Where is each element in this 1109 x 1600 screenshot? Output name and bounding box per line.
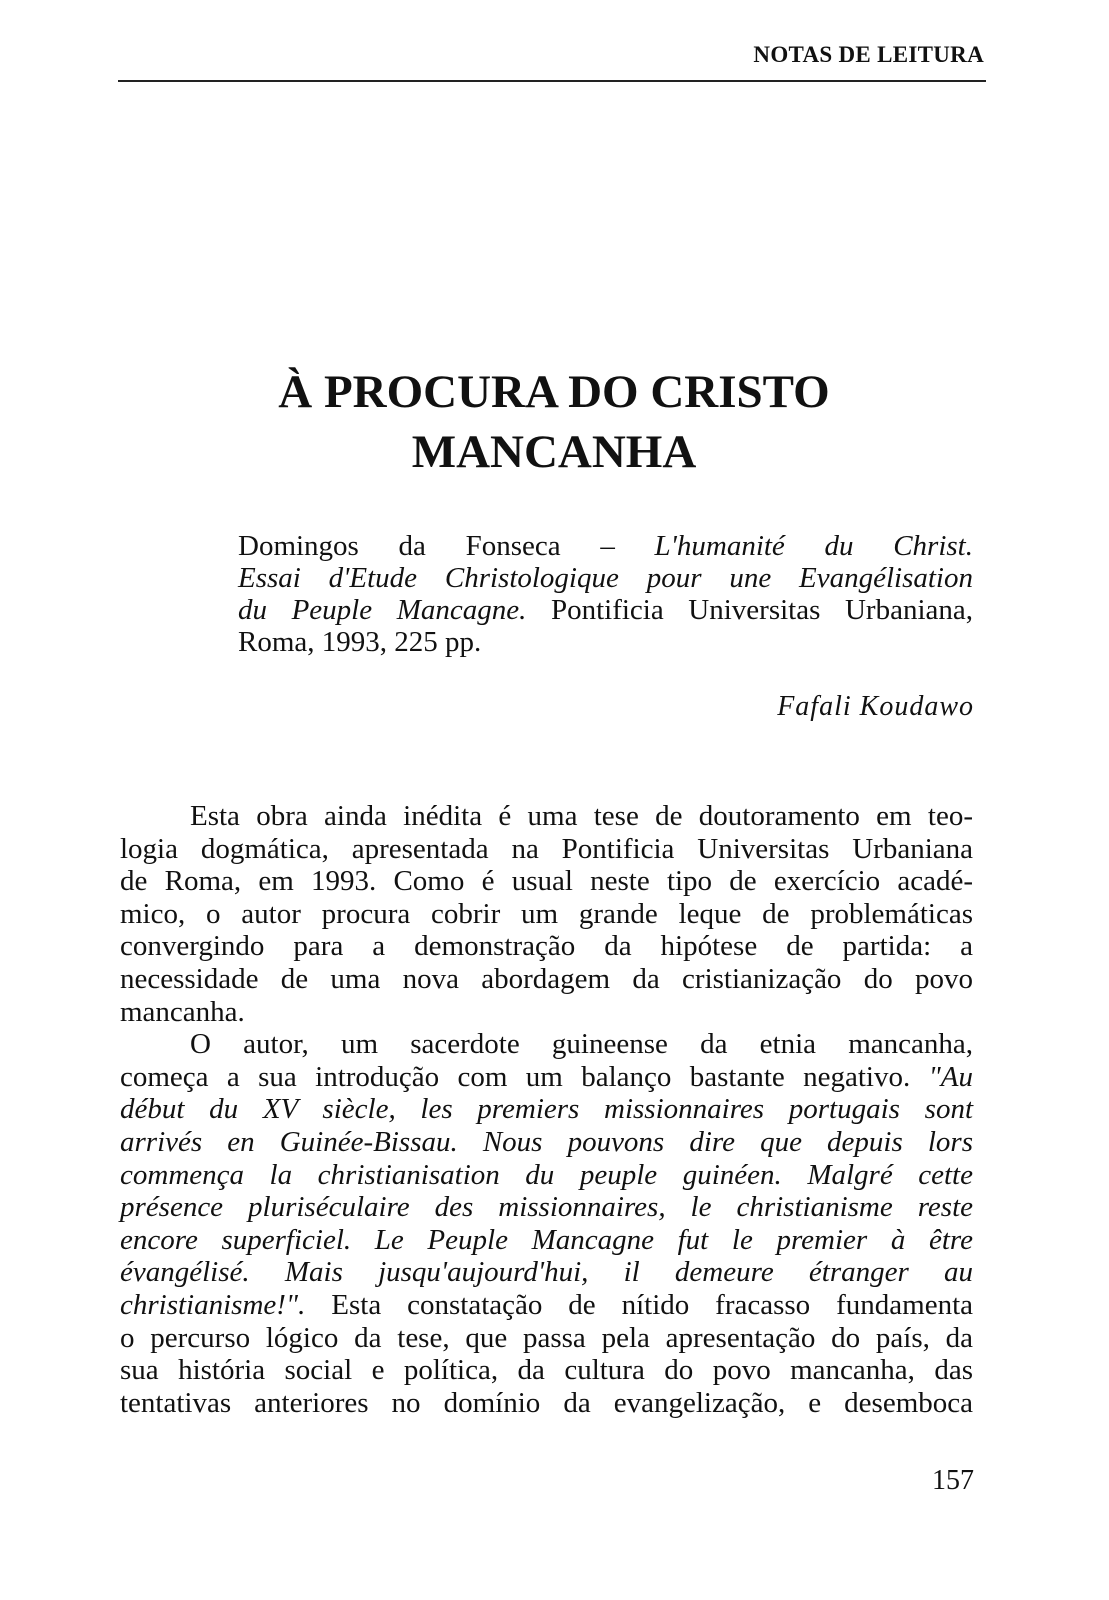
text-line — [120, 1061, 973, 1094]
text-line: necessidade de uma nova abordagem da cristianização do povo — [120, 962, 973, 995]
article-title — [120, 362, 988, 482]
reference-line: Roma, 1993, 225 pp. — [238, 626, 482, 658]
reference-line — [238, 530, 973, 562]
quote-start: "Au — [928, 1060, 973, 1093]
reference-title: L'humanité du Christ. — [654, 530, 973, 562]
quote-line: début du XV siècle, les premiers missionnaires portugais sont — [120, 1093, 973, 1126]
reference-author: Domingos da Fonseca – — [238, 530, 655, 562]
quote-line: encore superficiel. Le Peuple Mancagne fut le premier à être — [120, 1223, 973, 1256]
body-text — [120, 800, 973, 1419]
quote-line: commença la christianisation du peuple guinéen. Malgré cette — [120, 1158, 973, 1191]
reference-publisher: Pontificia Universitas Urbaniana, — [526, 594, 973, 626]
text-line — [120, 1289, 973, 1322]
quote-line: arrivés en Guinée-Bissau. Nous pouvons dire que depuis lors — [120, 1125, 973, 1158]
text-line: O autor, um sacerdote guineense da etnia mancanha, — [190, 1028, 973, 1061]
text-line: tentativas anteriores no domínio da evangelização, e desemboca — [120, 1386, 973, 1419]
page-number: 157 — [932, 1465, 974, 1496]
title-line-1: À PROCURA DO CRISTO — [278, 366, 830, 418]
header-rule — [118, 80, 986, 82]
text-line: mico, o autor procura cobrir um grande leque de problemáticas — [120, 897, 973, 930]
text-line: logia dogmática, apresentada na Pontificia Universitas Urbaniana — [120, 832, 973, 865]
title-line-2: MANCANHA — [411, 426, 697, 478]
review-author: Fafali Koudawo — [777, 691, 974, 722]
text-line: mancanha. — [120, 995, 245, 1028]
text-line: Esta obra ainda inédita é uma tese de doutoramento em teo- — [190, 800, 973, 832]
text-segment: Esta constatação de nítido fracasso fundamenta — [305, 1288, 973, 1321]
text-segment: começa a sua introdução com um balanço bastante negativo. — [120, 1060, 929, 1093]
quote-line: présence pluriséculaire des missionnaires, le christianisme reste — [120, 1191, 973, 1224]
reference-title-end: du Peuple Mancagne. — [238, 594, 527, 626]
reference-line — [238, 594, 973, 626]
quote-line: évangélisé. Mais jusqu'aujourd'hui, il demeure étranger au — [120, 1256, 973, 1289]
reference-line: Essai d'Etude Christologique pour une Evangélisation — [238, 562, 973, 594]
text-line: convergindo para a demonstração da hipótese de partida: a — [120, 930, 973, 963]
quote-end: christianisme!". — [120, 1288, 306, 1321]
bibliographic-reference — [238, 530, 973, 658]
text-line: sua história social e política, da cultura do povo mancanha, das — [120, 1354, 973, 1387]
text-line: o percurso lógico da tese, que passa pela apresentação do país, da — [120, 1321, 973, 1354]
running-header: NOTAS DE LEITURA — [753, 42, 984, 67]
text-line: de Roma, em 1993. Como é usual neste tipo de exercício acadé- — [120, 865, 973, 898]
